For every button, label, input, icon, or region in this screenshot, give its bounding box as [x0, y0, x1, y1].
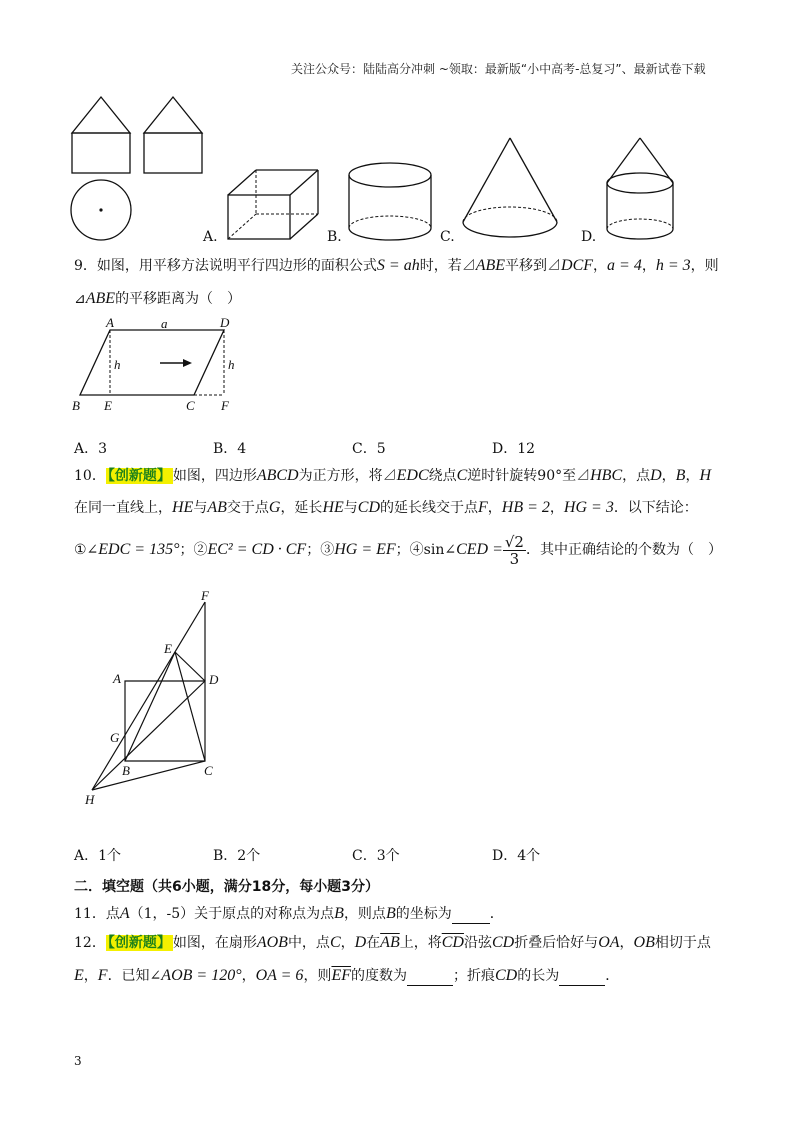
q10-innovation-tag: 【创新题】 — [107, 468, 171, 484]
svg-text:E: E — [104, 398, 112, 413]
svg-text:B: B — [72, 398, 80, 413]
q8-option-d: D. — [581, 229, 597, 245]
q9-option-b: B．4 — [213, 441, 247, 457]
svg-text:C: C — [204, 763, 213, 778]
q8-option-a: A. — [203, 229, 218, 245]
svg-text:F: F — [201, 588, 209, 603]
svg-text:B: B — [122, 763, 130, 778]
svg-text:A: A — [106, 315, 114, 330]
svg-text:F: F — [221, 398, 229, 413]
svg-text:E: E — [164, 641, 172, 656]
q9-option-c: C．5 — [352, 441, 386, 457]
svg-text:C: C — [186, 398, 195, 413]
q8-option-c: C. — [440, 229, 455, 245]
q12-innovation-tag: 【创新题】 — [107, 935, 171, 951]
svg-text:h: h — [228, 357, 235, 372]
svg-text:a: a — [161, 316, 168, 331]
svg-text:h: h — [114, 357, 121, 372]
q8-option-b: B. — [327, 229, 342, 245]
page-number: 3 — [74, 1054, 82, 1068]
svg-text:G: G — [110, 730, 120, 745]
q12-stem-line1: 12． 【创新题】 如图，在扇形AOB中，点C，D在$\overline{AB}$上，将$\overline{CD}$沿弦CD折叠后恰好与OA，OB相切于点 — [74, 934, 711, 951]
q9-stem-line1: 9．如图，用平移方法说明平行四边形的面积公式S = ah时，若⊿ABE平移到⊿DCF，a = 4，h = 3，则 — [74, 257, 719, 274]
q9-option-a: A．3 — [74, 441, 108, 457]
q10-option-b: B．2个 — [213, 848, 261, 864]
q11-stem: 11．点A（1，-5）关于原点的对称点为点B，则点B的坐标为 ． — [74, 905, 504, 922]
svg-text:A: A — [113, 671, 121, 686]
page-header: 关注公众号：陆陆高分冲刺 ~领取：最新版“小中高考-总复习”、最新试卷下载 — [291, 62, 706, 76]
q10-stem-line1: 10． 【创新题】 如图，四边形ABCD为正方形，将⊿EDC绕点C逆时针旋转90°至⊿HBC，点D，B，H — [74, 467, 712, 484]
q9-option-d: D．12 — [492, 441, 536, 457]
q10-stem-line2: 在同一直线上，HE与AB交于点G，延长HE与CD的延长线交于点F，HB = 2，HG = 3．以下结论： — [74, 499, 698, 516]
q10-option-c: C．3个 — [352, 848, 400, 864]
svg-text:H: H — [85, 792, 95, 807]
svg-text:D: D — [220, 315, 230, 330]
q12-answer-blank-2 — [559, 967, 605, 986]
svg-text:D: D — [209, 672, 219, 687]
q9-stem-line2: ⊿ABE的平移距离为（ ） — [74, 290, 242, 307]
q12-answer-blank-1 — [407, 967, 453, 986]
sqrt2-over-3-fraction: $\frac{√2}{3}$ — [504, 532, 524, 568]
q10-option-a: A．1个 — [74, 848, 122, 864]
q12-stem-line2: E，F．已知∠AOB = 120°，OA = 6，则$\overline{EF}$的度数为 ；折痕CD的长为 ． — [74, 967, 620, 984]
section-2-title: 二．填空题（共6小题，满分18分，每小题3分） — [74, 879, 379, 895]
q10-option-d: D．4个 — [492, 848, 541, 864]
q10-conclusions: ①∠EDC = 135°；②EC² = CD · CF；③HG = EF；④sin∠CED = $\frac{√2}{3}$ ．其中正确结论的个数为（ ） — [74, 532, 722, 568]
q11-answer-blank — [452, 905, 490, 924]
